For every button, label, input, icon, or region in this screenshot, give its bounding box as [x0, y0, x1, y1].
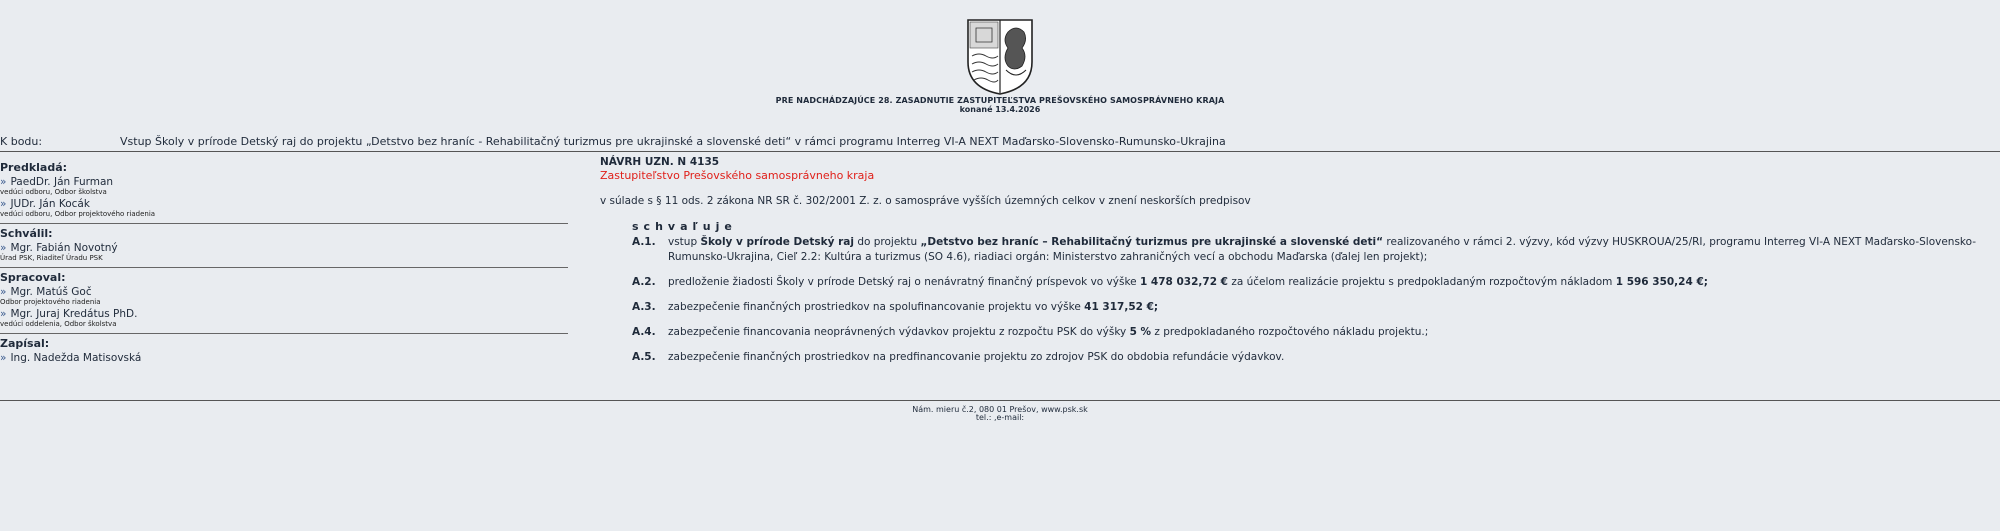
council-name: Zastupiteľstvo Prešovského samosprávneho kraja — [600, 169, 875, 182]
person-entry — [0, 242, 568, 254]
agenda-label: K bodu: — [0, 135, 43, 148]
meeting-title: PRE NADCHÁDZAJÚCE 28. ZASADNUTIE ZASTUPITEĽSTVA PREŠOVSKÉHO SAMOSPRÁVNEHO KRAJA — [775, 96, 1225, 105]
person-name: Mgr. Fabián Novotný — [10, 242, 118, 254]
item-number: A.3. — [632, 301, 656, 313]
resolution-item — [632, 235, 1990, 265]
person-entry — [0, 176, 568, 188]
predklada-heading: Predkladá: — [0, 161, 68, 174]
resolution-item — [632, 325, 1990, 340]
resolution-panel — [600, 156, 1990, 375]
item-number: A.4. — [632, 326, 656, 338]
resolution-number: NÁVRH UZN. N 4135 — [600, 156, 720, 168]
person-name: Mgr. Matúš Goč — [10, 286, 92, 298]
person-role: vedúci odboru, Odbor projektového riadenia — [0, 210, 156, 218]
double-chevron-bullet-icon: » — [0, 352, 7, 364]
item-number: A.1. — [632, 236, 656, 248]
person-name: JUDr. Ján Kocák — [10, 198, 90, 210]
item-text: vstup Školy v prírode Detský raj do projektu „Detstvo bez hraníc – Rehabilitačný turizmus pre ukrajinské a slovenské deti“ realizovaného v rámci 2. výzvy, kód výzvy HUSKROUA/25/RI, programu Interreg VI-A NEXT Maďarsko-Slovensko-Rumunsko-Ukrajina, Cieľ 2.2: Kultúra a turizmus (SO 4.6), riadiaci orgán: Ministerstvo zahraničných vecí a obchodu Maďarska (ďalej len projekt); — [668, 236, 1977, 263]
footer-contact: tel.: ,e-mail: — [975, 413, 1025, 422]
item-text: zabezpečenie finančných prostriedkov na predfinancovanie projektu zo zdrojov PSK do obdobia refundácie výdavkov. — [668, 351, 1285, 363]
divider — [0, 223, 568, 224]
item-text: zabezpečenie financovania neoprávnených výdavkov projektu z rozpočtu PSK do výšky 5 % z predpokladaného rozpočtového nákladu projektu.; — [668, 326, 1429, 338]
item-number: A.2. — [632, 276, 656, 288]
schvalil-heading: Schválil: — [0, 227, 53, 240]
double-chevron-bullet-icon: » — [0, 176, 7, 188]
person-role: vedúci oddelenia, Odbor školstva — [0, 320, 117, 328]
spracoval-heading: Spracoval: — [0, 271, 66, 284]
person-entry — [0, 198, 568, 210]
resolution-item — [632, 350, 1990, 365]
person-name: Mgr. Juraj Kredátus PhD. — [10, 308, 138, 320]
resolution-item — [632, 275, 1990, 290]
double-chevron-bullet-icon: » — [0, 242, 7, 254]
footer-address: Nám. mieru č.2, 080 01 Prešov, www.psk.sk — [912, 405, 1088, 414]
item-number: A.5. — [632, 351, 656, 363]
item-text: predloženie žiadosti Školy v prírode Detský raj o nenávratný finančný príspevok vo výške 1 478 032,72 € za účelom realizácie projektu s predpokladaným rozpočtovým nákladom 1 596 350,24 €; — [668, 276, 1708, 288]
zapisal-heading: Zapísal: — [0, 337, 50, 350]
approves-heading: schvaľuje — [632, 220, 737, 233]
coat-of-arms-icon — [966, 18, 1034, 96]
double-chevron-bullet-icon: » — [0, 198, 7, 210]
person-role: vedúci odboru, Odbor školstva — [0, 188, 107, 196]
agenda-item-text: Vstup Školy v prírode Detský raj do projektu „Detstvo bez hraníc - Rehabilitačný turizmus pre ukrajinské a slovenské deti“ v rámci programu Interreg VI-A NEXT Maďarsko-Slovensko-Rumunsko-Ukrajina — [120, 135, 1226, 148]
resolution-item — [632, 300, 1990, 315]
footer-divider — [0, 400, 2000, 401]
person-entry — [0, 308, 568, 320]
person-entry — [0, 352, 568, 364]
meeting-date: konané 13.4.2026 — [959, 105, 1041, 114]
legal-basis: v súlade s § 11 ods. 2 zákona NR SR č. 302/2001 Z. z. o samospráve vyšších územných celkov v znení neskorších predpisov — [600, 195, 1251, 207]
signatories-panel — [0, 159, 568, 364]
person-name: Ing. Nadežda Matisovská — [10, 352, 142, 364]
divider — [0, 333, 568, 334]
divider — [0, 151, 2000, 152]
item-text: zabezpečenie finančných prostriedkov na spolufinancovanie projektu vo výške 41 317,52 €; — [668, 301, 1159, 313]
person-role: Odbor projektového riadenia — [0, 298, 101, 306]
person-role: Úrad PSK, Riaditeľ Úradu PSK — [0, 254, 103, 262]
person-name: PaedDr. Ján Furman — [10, 176, 114, 188]
double-chevron-bullet-icon: » — [0, 308, 7, 320]
person-entry — [0, 286, 568, 298]
divider — [0, 267, 568, 268]
double-chevron-bullet-icon: » — [0, 286, 7, 298]
